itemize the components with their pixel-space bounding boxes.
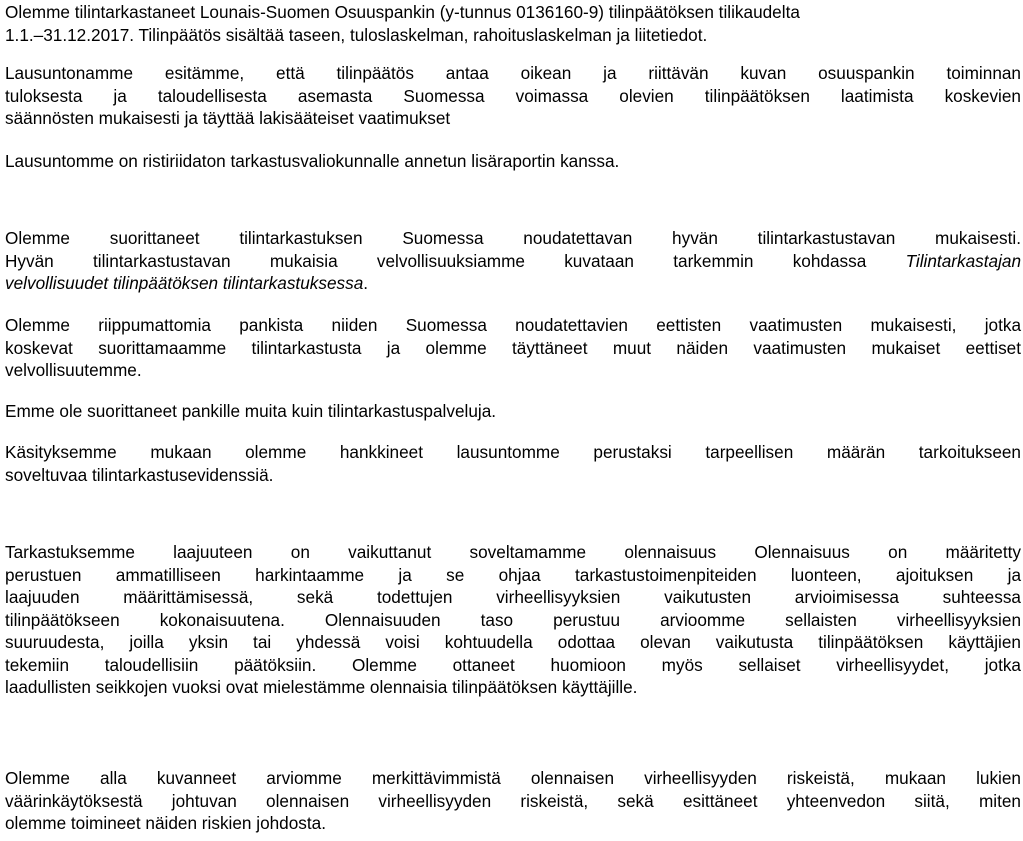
paragraph-line: Lausuntomme on ristiriidaton tarkastusvaliokunnalle annetun lisäraportin kanssa. — [5, 151, 620, 171]
paragraph-line: Käsityksemme mukaan olemme hankkineet lausuntomme perustaksi tarpeellisen määrän tarkoitukseen — [5, 442, 1021, 462]
paragraph-line: 1.1.–31.12.2017. Tilinpäätös sisältää taseen, tuloslaskelman, rahoituslaskelman ja liitetiedot. — [5, 24, 708, 45]
paragraph-line: Olemme tilintarkastaneet Lounais-Suomen Osuuspankin (y-tunnus 0136160-9) tilinpäätöksen tilikaudelta — [5, 2, 800, 22]
paragraph-line: perustuen ammatilliseen harkintaamme ja se ohjaa tarkastustoimenpiteiden luonteen, ajoituksen ja — [5, 564, 1021, 585]
paragraph-text: . — [363, 273, 369, 293]
paragraph-line: koskevat suorittamaamme tilintarkastusta ja olemme täyttäneet muut näiden vaatimusten mukaiset eettiset — [5, 337, 1021, 358]
paragraph-basis — [5, 227, 1021, 295]
paragraph-key-risks — [5, 767, 1021, 835]
paragraph-line: soveltuvaa tilintarkastusevidenssiä. — [5, 464, 274, 485]
paragraph-line: suuruudesta, joilla yksin tai yhdessä voisi kohtuudella odottaa olevan vaikutusta tilinpäätöksen käyttäjien — [5, 632, 1021, 652]
paragraph-line — [5, 250, 1021, 273]
section-reference: velvollisuudet tilinpäätöksen tilintarkastuksessa — [5, 273, 364, 293]
paragraph-line: tilinpäätökseen kokonaisuutena. Olennaisuuden taso perustuu arvioomme sellaisten virheellisyyksien — [5, 609, 1021, 630]
paragraph-line: tuloksesta ja taloudellisesta asemasta Suomessa voimassa olevien tilinpäätöksen laatimista koskevien — [5, 85, 1021, 106]
paragraph-line: Tarkastuksemme laajuuteen on vaikuttanut soveltamamme olennaisuus Olennaisuus on määritetty — [5, 542, 1021, 562]
paragraph-line: Emme ole suorittaneet pankille muita kuin tilintarkastuspalveluja. — [5, 401, 497, 421]
paragraph-consistency — [5, 150, 1021, 173]
paragraph-evidence — [5, 441, 1021, 486]
paragraph-line: laajuuden määrittämisessä, sekä todettujen virheellisyyksien vaikutusten arvioimisessa suhteessa — [5, 587, 1021, 607]
paragraph-materiality — [5, 541, 1021, 699]
paragraph-line: velvollisuutemme. — [5, 360, 142, 380]
paragraph-audit-scope — [5, 1, 1021, 46]
paragraph-opinion — [5, 62, 1021, 130]
paragraph-line: säännösten mukaisesti ja täyttää lakisääteiset vaatimukset — [5, 108, 451, 128]
paragraph-line — [5, 272, 1021, 295]
paragraph-line: Olemme riippumattomia pankista niiden Suomessa noudatettavien eettisten vaatimusten mukaisesti, jotka — [5, 315, 1021, 335]
paragraph-line: väärinkäytöksestä johtuvan olennaisen virheellisyyden riskeistä, sekä esittäneet yhteenvedon siitä, miten — [5, 790, 1021, 811]
document-page — [5, 0, 1021, 841]
paragraph-text: Hyvän tilintarkastustavan mukaisia velvollisuuksiamme kuvataan tarkemmin kohdassa — [5, 250, 906, 271]
paragraph-line: olemme toimineet näiden riskien johdosta. — [5, 813, 327, 833]
paragraph-line: Olemme suorittaneet tilintarkastuksen Suomessa noudatettavan hyvän tilintarkastustavan mukaisesti. — [5, 228, 1021, 248]
paragraph-line: Lausuntonamme esitämme, että tilinpäätös antaa oikean ja riittävän kuvan osuuspankin toiminnan — [5, 63, 1021, 83]
paragraph-line: laadullisten seikkojen vuoksi ovat mielestämme olennaisia tilinpäätöksen käyttäjille. — [5, 677, 638, 697]
paragraph-services — [5, 400, 1021, 423]
section-reference: Tilintarkastajan — [905, 250, 1021, 271]
paragraph-line: tekemiin taloudellisiin päätöksiin. Olemme ottaneet huomioon myös sellaiset virheellisyydet, jotka — [5, 654, 1021, 675]
paragraph-line: Olemme alla kuvanneet arviomme merkittävimmistä olennaisen virheellisyyden riskeistä, mukaan lukien — [5, 768, 1021, 788]
paragraph-independence — [5, 314, 1021, 382]
